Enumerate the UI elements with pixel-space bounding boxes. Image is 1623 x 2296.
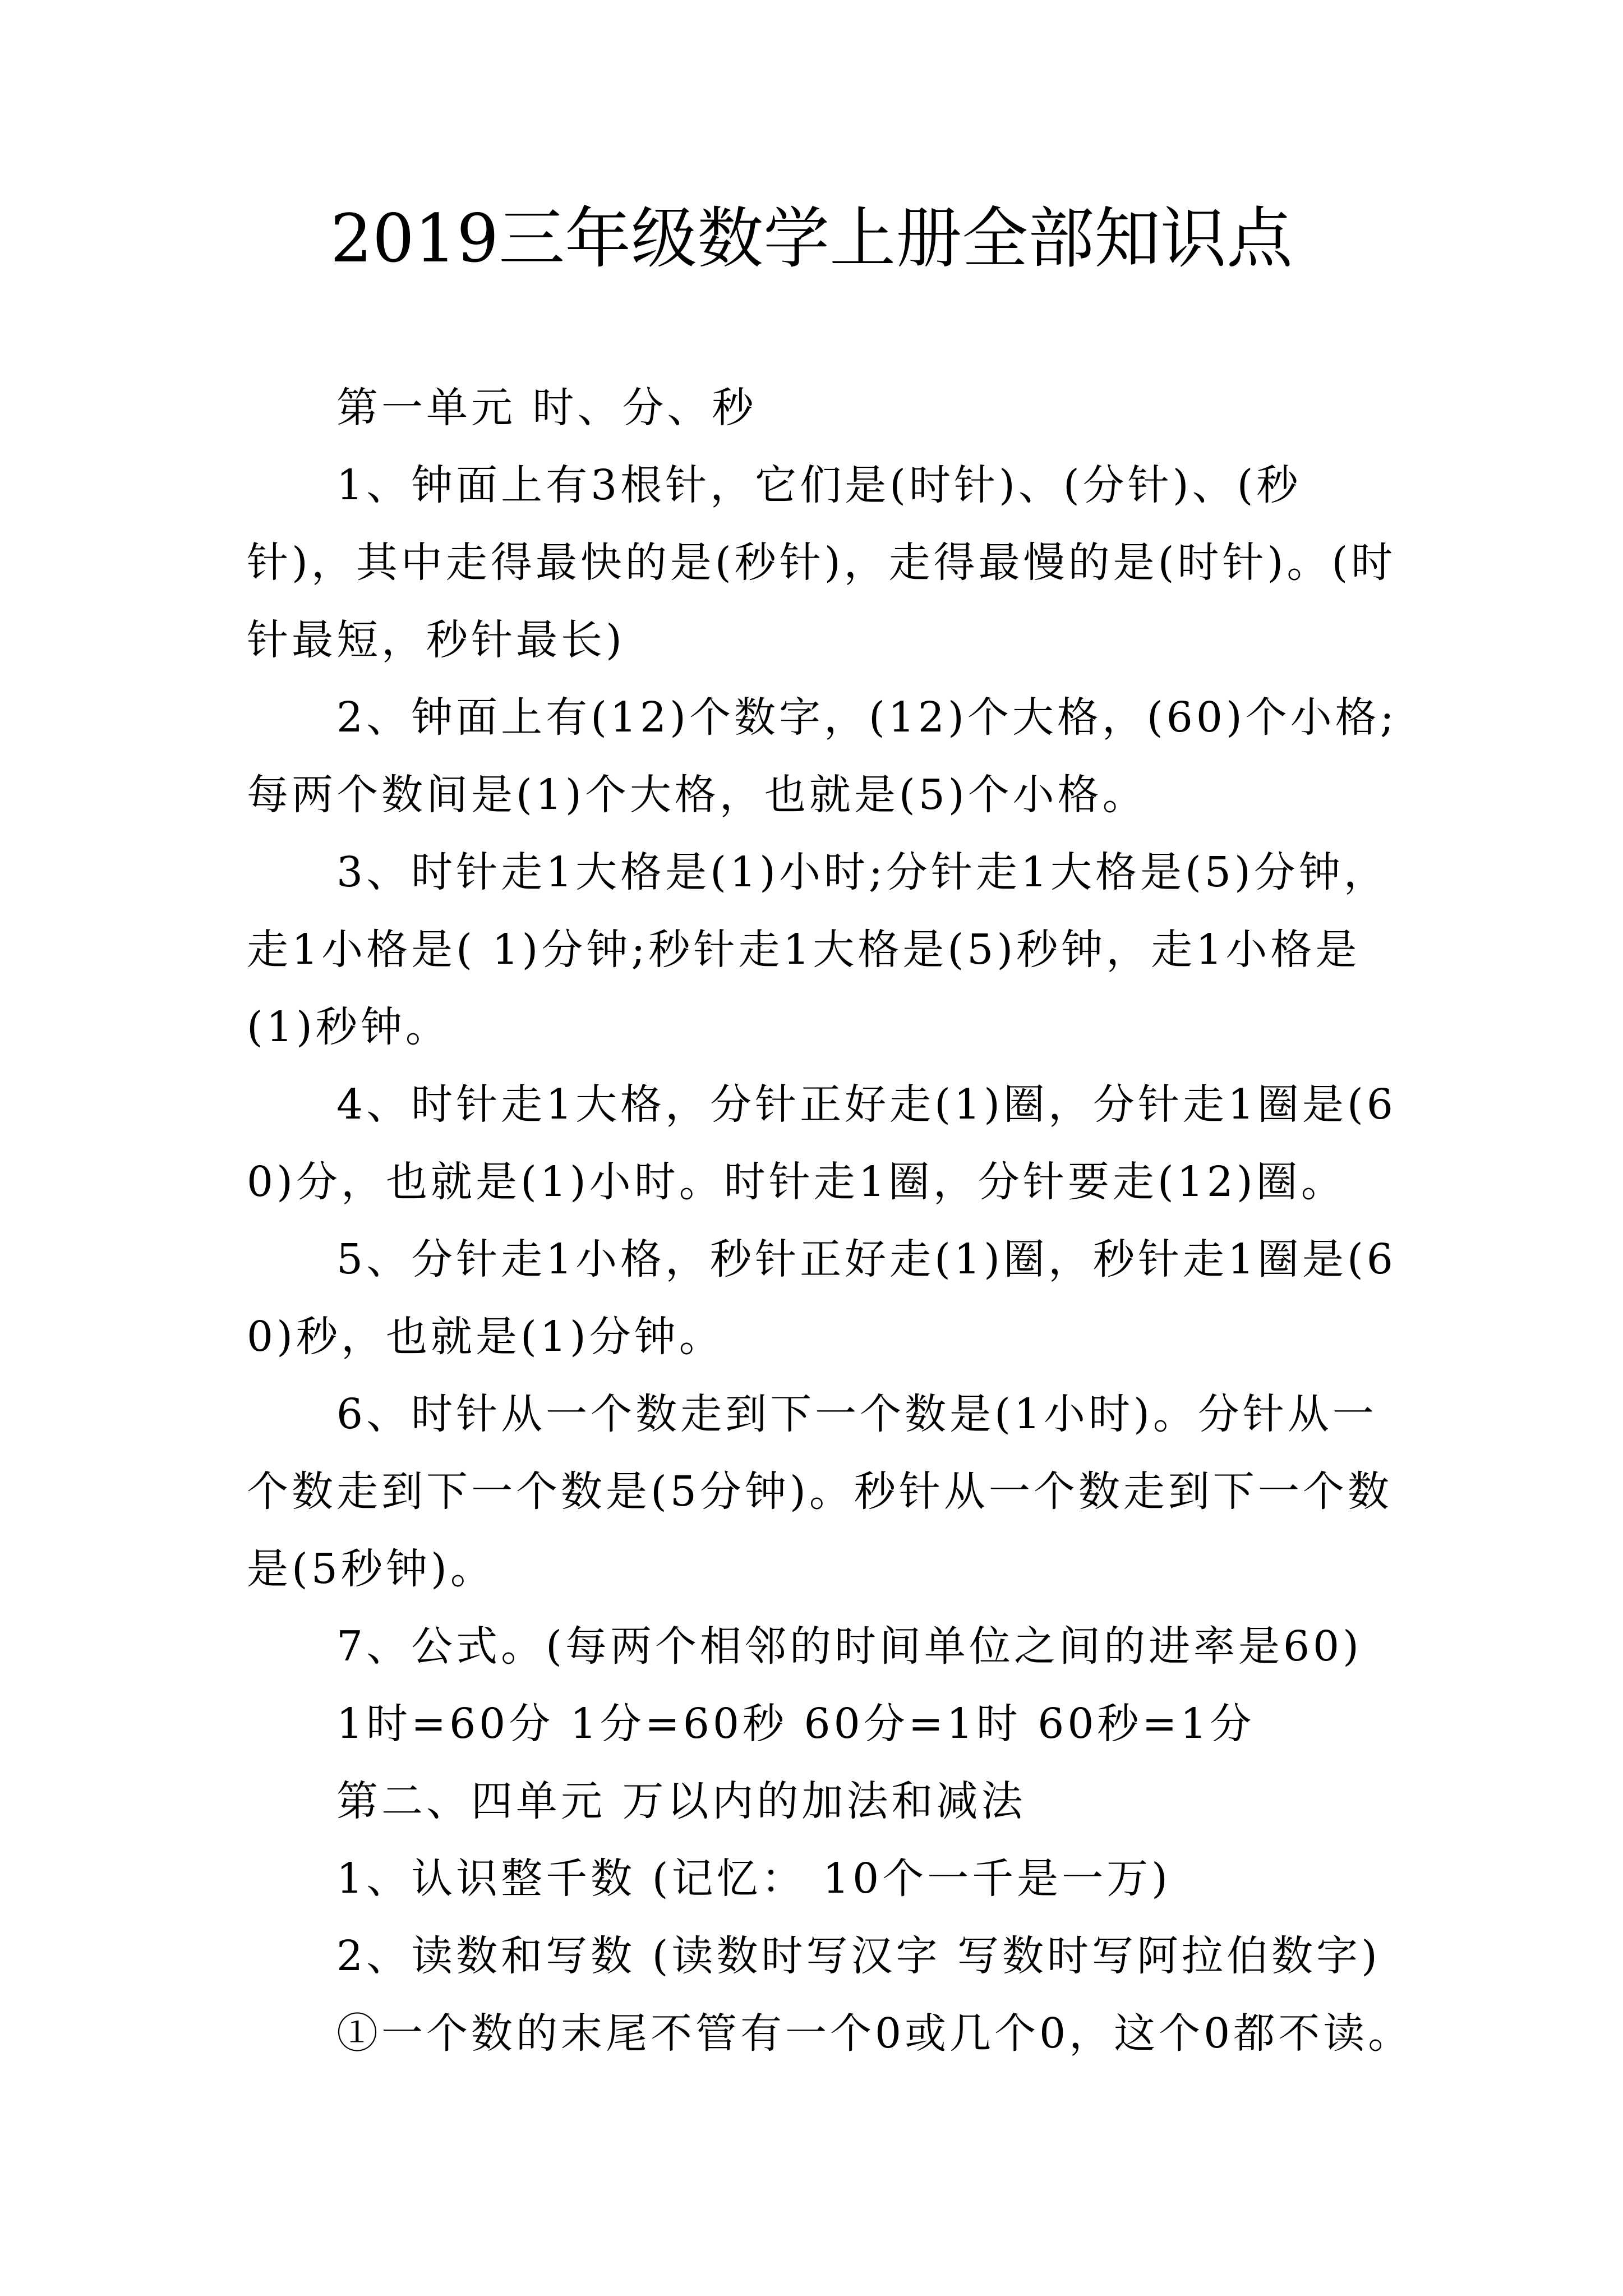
unit1-item-1: 1、钟面上有3根针，它们是(时针)、(分针)、(秒针)，其中走得最快的是(秒针)，走得最慢的是(时针)。(时针最短，秒针最长) — [247, 461, 1396, 664]
document-body — [247, 369, 1413, 2072]
unit2-item-1: 1、认识整千数 (记忆： 10个一千是一万) — [336, 1855, 1172, 1903]
unit1-item-6: 6、时针从一个数走到下一个数是(1小时)。分针从一个数走到下一个数是(5分钟)。秒针从一个数走到下一个数是(5秒钟)。 — [247, 1390, 1393, 1593]
unit1-item-5: 5、分针走1小格，秒针正好走(1)圈，秒针走1圈是(60)秒，也就是(1)分钟。 — [247, 1235, 1397, 1361]
unit2-heading: 第二、四单元 万以内的加法和减法 — [336, 1777, 1026, 1825]
document-title: 2019三年级数学上册全部知识点 — [330, 200, 1293, 277]
unit1-item-3: 3、时针走1大格是(1)小时;分针走1大格是(5)分钟，走1小格是( 1)分钟;秒针走1大格是(5)秒钟，走1小格是(1)秒钟。 — [247, 848, 1389, 1051]
unit1-item-4: 4、时针走1大格，分针正好走(1)圈，分针走1圈是(60)分，也就是(1)小时。时针走1圈，分针要走(12)圈。 — [247, 1080, 1397, 1206]
unit2-item-3: ①一个数的末尾不管有一个0或几个0，这个0都不读。 — [336, 2009, 1413, 2058]
time-formula-line: 1时=60分 1分=60秒 60分=1时 60秒=1分 — [336, 1700, 1255, 1748]
unit2-item-2: 2、读数和写数 (读数时写汉字 写数时写阿拉伯数字) — [336, 1932, 1381, 1980]
unit1-item-7: 7、公式。(每两个相邻的时间单位之间的进率是60) — [336, 1622, 1362, 1671]
unit1-heading: 第一单元 时、分、秒 — [336, 384, 757, 432]
unit1-item-2: 2、钟面上有(12)个数字，(12)个大格，(60)个小格;每两个数间是(1)个大格，也就是(5)个小格。 — [247, 693, 1398, 819]
